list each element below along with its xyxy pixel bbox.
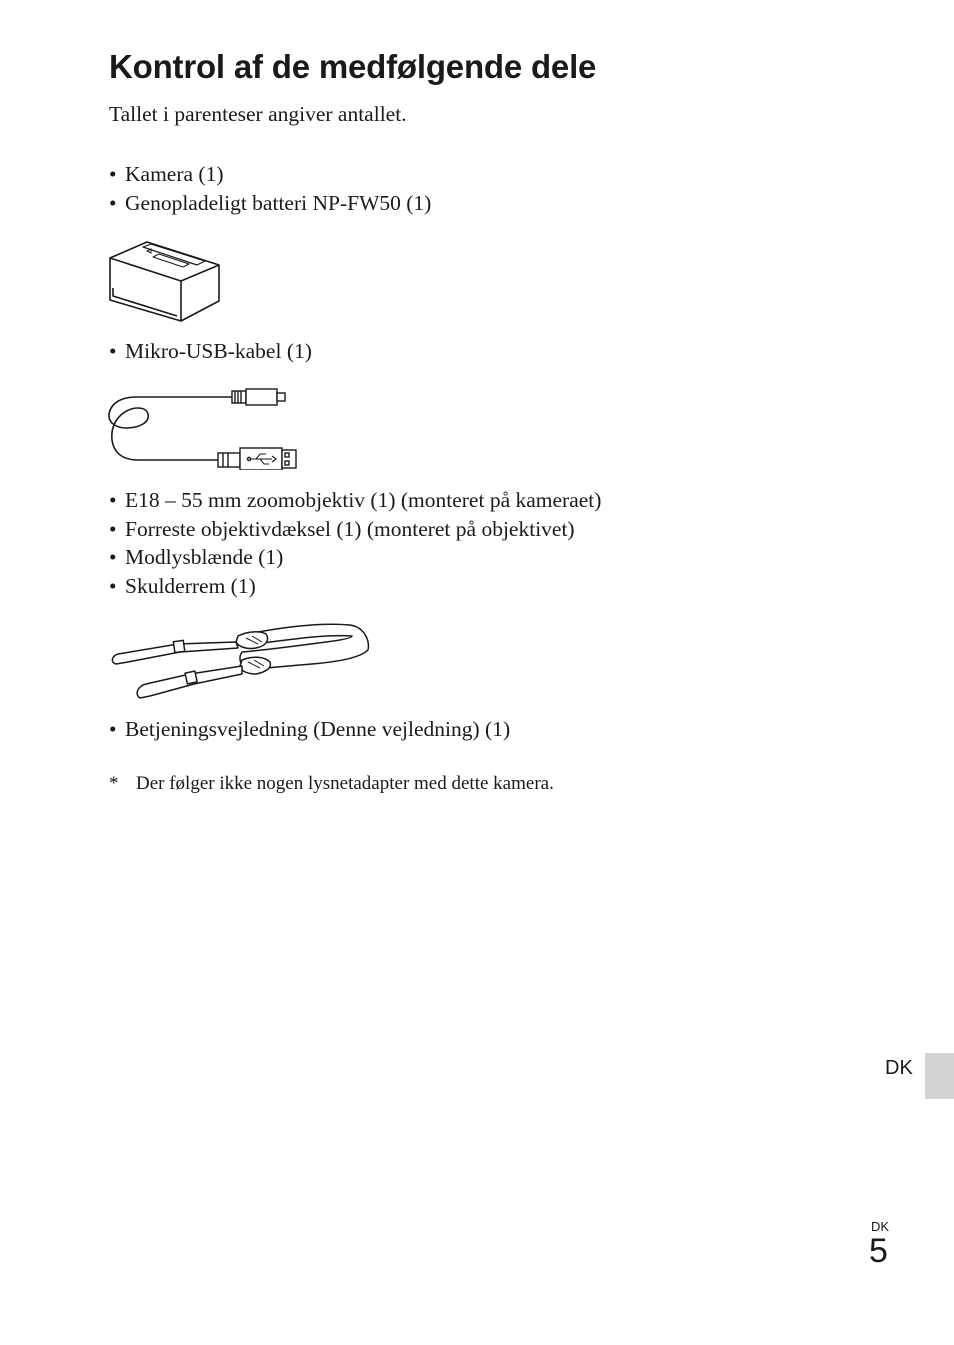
side-tab (925, 1053, 954, 1099)
usb-cable-illustration (106, 384, 300, 470)
list-item (109, 160, 809, 189)
item-shoulder-strap: Skulderrem (1) (125, 574, 256, 599)
intro-text: Tallet i parenteser angiver antallet. (109, 102, 407, 126)
item-lens-cap: Forreste objektivdæksel (1) (monteret på objektivet) (125, 516, 575, 541)
bullet: • (109, 516, 117, 541)
page-title: Kontrol af de medfølgende dele (109, 48, 597, 85)
item-lens-hood: Modlysblænde (1) (125, 545, 284, 570)
list-item (109, 572, 809, 601)
bullet: • (109, 545, 117, 570)
list-item (109, 189, 809, 218)
list-item (109, 715, 809, 744)
shoulder-strap-illustration (106, 618, 374, 702)
bullet: • (109, 574, 117, 599)
bullet: • (109, 717, 117, 741)
list-item (109, 486, 809, 515)
item-list (109, 337, 809, 366)
bullet: • (109, 162, 117, 186)
side-tab-label: DK (885, 1057, 913, 1079)
item-battery: Genopladeligt batteri NP-FW50 (1) (125, 190, 432, 215)
list-item (109, 337, 809, 366)
item-list (109, 486, 809, 601)
bullet: • (109, 488, 117, 512)
bullet: • (109, 190, 117, 215)
footnote-mark: * (109, 773, 119, 794)
item-manual: Betjeningsvejledning (Denne vejledning) (1) (125, 717, 511, 741)
page-number: 5 (869, 1232, 888, 1270)
footnote (109, 773, 554, 795)
item-camera: Kamera (1) (125, 162, 224, 186)
battery-illustration (107, 238, 225, 324)
item-list (109, 160, 809, 217)
item-lens: E18 – 55 mm zoomobjektiv (1) (monteret på kameraet) (125, 488, 602, 512)
bullet: • (109, 339, 117, 363)
footnote-text: Der følger ikke nogen lysnetadapter med dette kamera. (136, 773, 554, 794)
list-item (109, 543, 809, 572)
item-usb-cable: Mikro-USB-kabel (1) (125, 339, 312, 363)
list-item (109, 515, 809, 544)
item-list (109, 715, 809, 744)
page-language-code: DK (871, 1219, 890, 1234)
